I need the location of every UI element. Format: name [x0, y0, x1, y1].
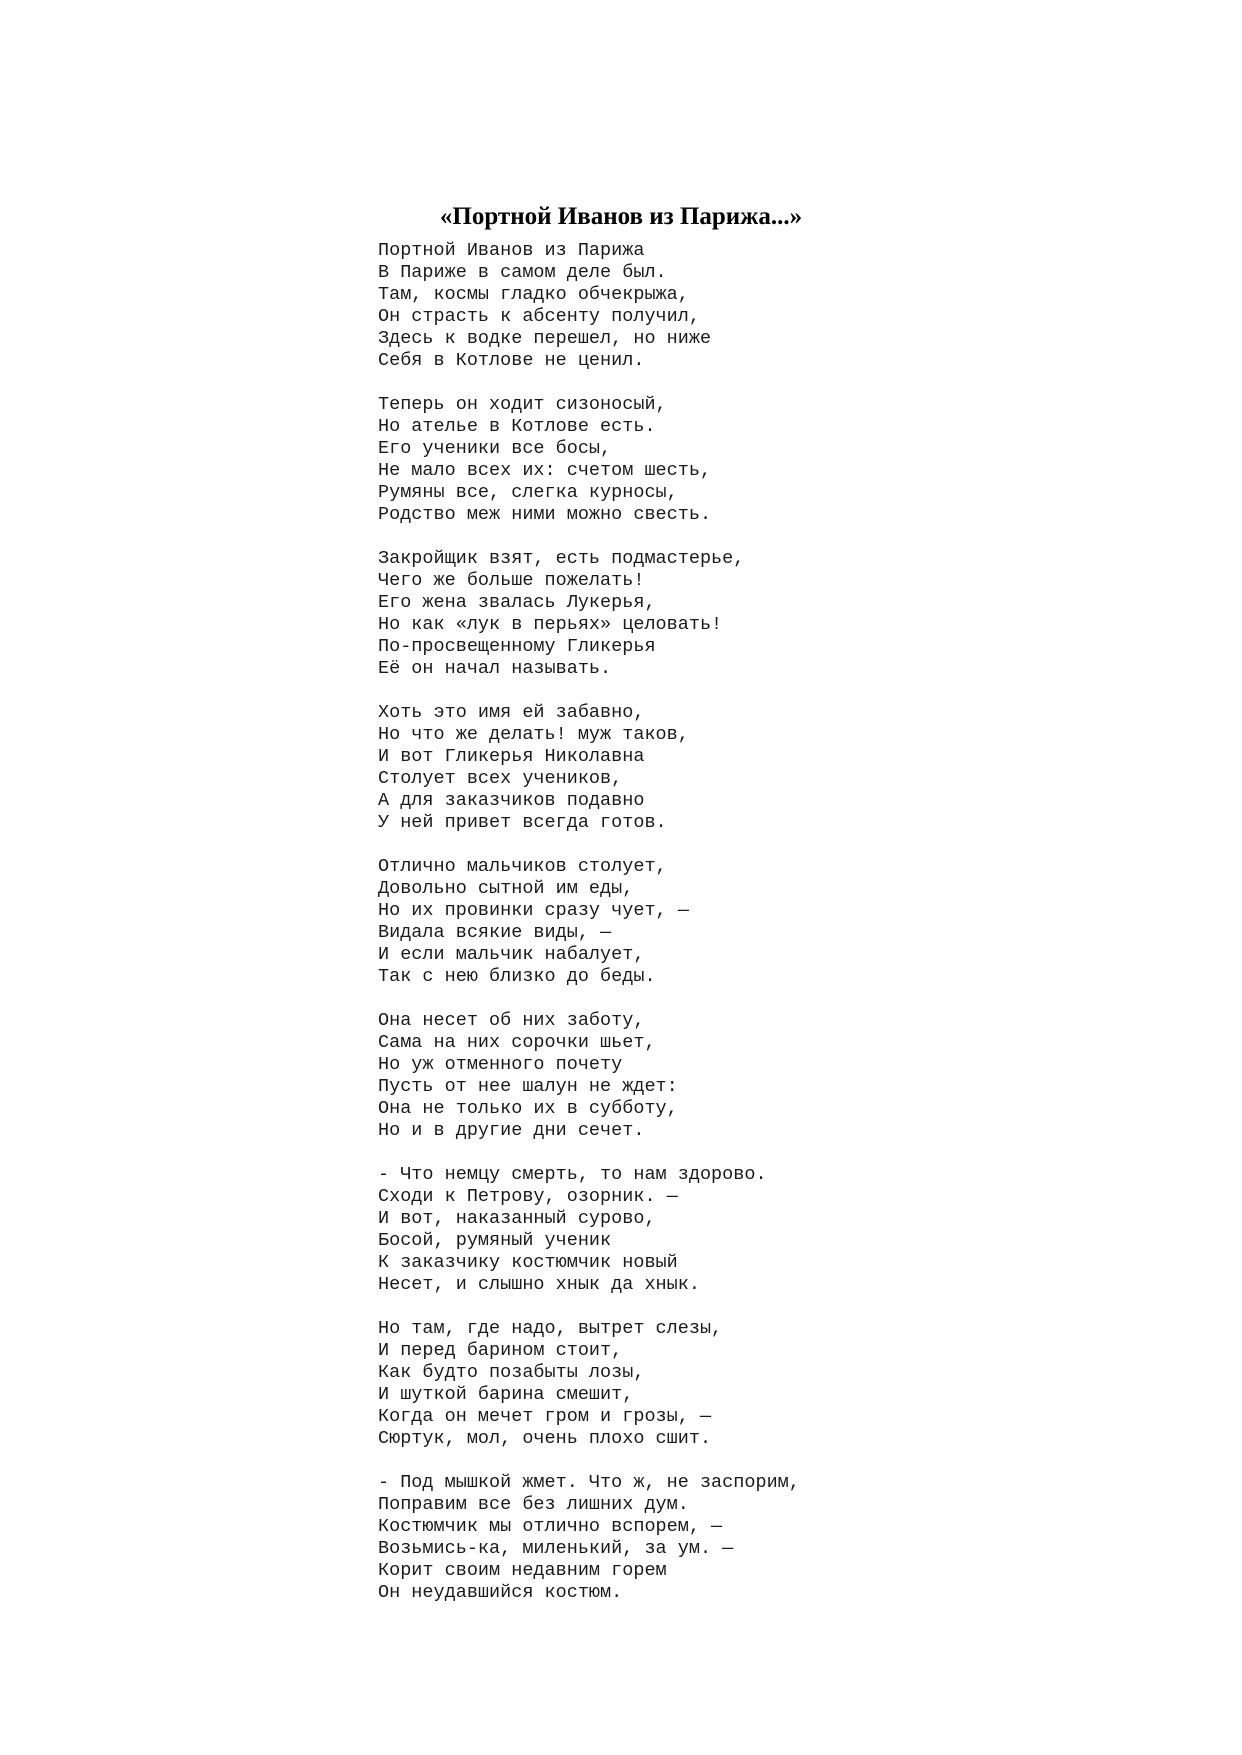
poem-line: Когда он мечет гром и грозы, — [378, 1406, 712, 1427]
poem-line: Румяны все, слегка курносы, [378, 482, 678, 503]
poem-line: И если мальчик набалует, [378, 944, 645, 965]
poem-line: К заказчику костюмчик новый [378, 1252, 678, 1273]
poem-line: Закройщик взят, есть подмастерье, [378, 548, 745, 569]
poem-line: Не мало всех их: счетом шесть, [378, 460, 712, 481]
poem-line: И вот, наказанный сурово, [378, 1208, 656, 1229]
poem-line: И шуткой барина смешит, [378, 1384, 634, 1405]
poem-line: Довольно сытной им еды, [378, 878, 634, 899]
stanza-9 [378, 1472, 1198, 1604]
stanza-8 [378, 1318, 1198, 1450]
poem-line: Сюртук, мол, очень плохо сшит. [378, 1428, 712, 1449]
poem-line: Сама на них сорочки шьет, [378, 1032, 656, 1053]
stanza-5 [378, 856, 1198, 988]
poem-line: Он неудавшийся костюм. [378, 1582, 623, 1603]
poem-line: Его ученики все босы, [378, 438, 612, 459]
poem-line: Пусть от нее шалун не ждет: [378, 1076, 678, 1097]
poem-line: Хоть это имя ей забавно, [378, 702, 645, 723]
poem-body [378, 240, 1198, 1626]
poem-line: Видала всякие виды, — [378, 922, 612, 943]
poem-line: Корит своим недавним горем [378, 1560, 667, 1581]
poem-line: По-просвещенному Гликерья [378, 636, 656, 657]
poem-line: Её он начал называть. [378, 658, 612, 679]
stanza-7 [378, 1164, 1198, 1296]
poem-line: Но как «лук в перьях» целовать! [378, 614, 723, 635]
poem-line: Босой, румяный ученик [378, 1230, 612, 1251]
poem-line: Теперь он ходит сизоносый, [378, 394, 667, 415]
poem-line: Но уж отменного почету [378, 1054, 623, 1075]
poem-line: А для заказчиков подавно [378, 790, 645, 811]
poem-line: Она несет об них заботу, [378, 1010, 645, 1031]
stanza-6 [378, 1010, 1198, 1142]
poem-title: «Портной Иванов из Парижа...» [439, 203, 803, 230]
poem-line: Так с нею близко до беды. [378, 966, 656, 987]
poem-line: У ней привет всегда готов. [378, 812, 667, 833]
poem-line: - Под мышкой жмет. Что ж, не заспорим, [378, 1472, 800, 1493]
poem-line: Но там, где надо, вытрет слезы, [378, 1318, 723, 1339]
poem-line: Несет, и слышно хнык да хнык. [378, 1274, 700, 1295]
poem-line: Чего же больше пожелать! [378, 570, 645, 591]
poem-line: Там, космы гладко обчекрыжа, [378, 284, 689, 305]
poem-line: Возьмись-ка, миленький, за ум. — [378, 1538, 734, 1559]
poem-line: Как будто позабыты лозы, [378, 1362, 645, 1383]
poem-line: Он страсть к абсенту получил, [378, 306, 700, 327]
poem-line: Отлично мальчиков столует, [378, 856, 667, 877]
poem-line: Портной Иванов из Парижа [378, 240, 645, 261]
poem-line: Но их провинки сразу чует, — [378, 900, 689, 921]
poem-line: Поправим все без лишних дум. [378, 1494, 689, 1515]
poem-line: И вот Гликерья Николавна [378, 746, 645, 767]
poem-line: Она не только их в субботу, [378, 1098, 678, 1119]
stanza-4 [378, 702, 1198, 834]
poem-line: Но что же делать! муж таков, [378, 724, 689, 745]
poem-line: Но ателье в Котлове есть. [378, 416, 656, 437]
poem-line: Родство меж ними можно свесть. [378, 504, 712, 525]
poem-line: И перед барином стоит, [378, 1340, 623, 1361]
stanza-2 [378, 394, 1198, 526]
poem-line: Костюмчик мы отлично вспорем, — [378, 1516, 723, 1537]
poem-line: Его жена звалась Лукерья, [378, 592, 656, 613]
stanza-1 [378, 240, 1198, 372]
poem-line: Но и в другие дни сечет. [378, 1120, 645, 1141]
poem-line: - Что немцу смерть, то нам здорово. [378, 1164, 767, 1185]
poem-line: В Париже в самом деле был. [378, 262, 667, 283]
poem-line: Сходи к Петрову, озорник. — [378, 1186, 678, 1207]
poem-line: Столует всех учеников, [378, 768, 623, 789]
stanza-3 [378, 548, 1198, 680]
poem-line: Себя в Котлове не ценил. [378, 350, 645, 371]
poem-line: Здесь к водке перешел, но ниже [378, 328, 712, 349]
